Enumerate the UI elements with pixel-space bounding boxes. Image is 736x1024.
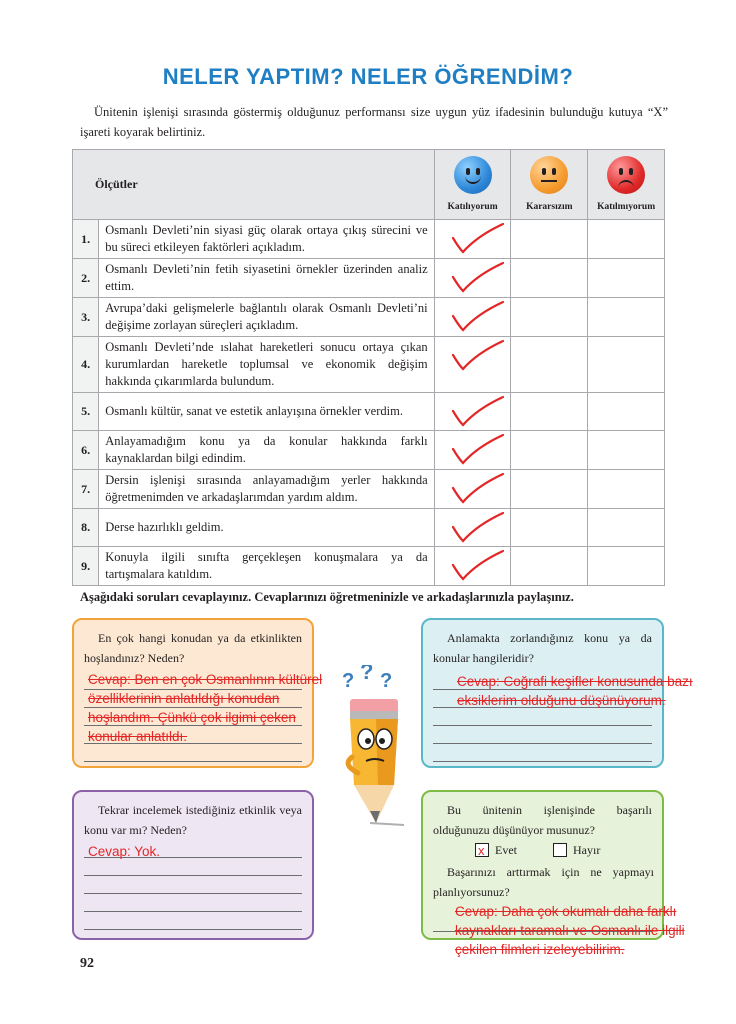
checkmark-icon <box>449 300 505 334</box>
question-3: Tekrar incelemek istediğiniz etkinlik veya konu var mı? Neden? <box>84 803 302 837</box>
table-row <box>73 298 665 337</box>
criterion-text: Derse hazırlıklı geldim. <box>99 509 434 547</box>
intro-text: Ünitenin işlenişi sırasında göstermiş olduğunuz performansı size uygun yüz ifadesinin bulunduğu kutuya “X” işareti koyarak belirtiniz. <box>80 105 668 139</box>
neutral-face-icon <box>530 156 568 194</box>
criterion-text: Avrupa’daki gelişmelerle bağlantılı olarak Osmanlı Devleti’ni değişime zorlayan süreçleri açıkladım. <box>99 298 434 337</box>
checkmark-icon <box>449 339 505 373</box>
checkmark-icon <box>449 472 505 506</box>
row-number: 2. <box>73 259 99 298</box>
criterion-text: Dersin işlenişi sırasında anlayamadığım yerler hakkında öğretmenimden ve arkadaşlarımdan yardım aldım. <box>99 470 434 509</box>
criterion-text: Konuyla ilgili sınıfta gerçekleşen konuşmalara ya da tartışmalara katıldım. <box>99 547 434 586</box>
col-disagree <box>588 150 665 220</box>
answer-cell[interactable] <box>511 470 588 509</box>
question-box-1 <box>72 618 323 768</box>
answer-cell[interactable] <box>511 547 588 586</box>
answer-cell[interactable] <box>434 393 511 431</box>
criterion-text: Osmanlı Devleti’nde ıslahat hareketleri sonucu ortaya çıkan kurumlardan hareketle toplumsal ve ekonomik değişim hakkında çıkarımlarda bulundum. <box>99 337 434 393</box>
table-row <box>73 547 665 586</box>
answer-cell[interactable] <box>588 470 665 509</box>
answer-cell[interactable] <box>588 337 665 393</box>
answer-cell[interactable] <box>434 298 511 337</box>
answer-cell[interactable] <box>511 509 588 547</box>
row-number: 1. <box>73 220 99 259</box>
question-1: En çok hangi konudan ya da etkinlikten hoşlandınız? Neden? <box>84 631 302 665</box>
table-row <box>73 259 665 298</box>
row-number: 3. <box>73 298 99 337</box>
criterion-text: Osmanlı Devleti’nin fetih siyasetini örnekler üzerinden analiz ettim. <box>99 259 434 298</box>
question-4: Bu ünitenin işlenişinde başarılı olduğunuzu düşünüyor musunuz? <box>433 803 652 837</box>
answer-cell[interactable] <box>434 220 511 259</box>
answer-cell[interactable] <box>434 431 511 470</box>
svg-text:?: ? <box>360 665 374 684</box>
col-undecided <box>511 150 588 220</box>
answer-2: Cevap: Coğrafi keşifler konusunda bazı eksiklerim olduğunu düşünüyorum. <box>457 674 693 708</box>
yes-label: Evet <box>495 843 517 857</box>
answer-cell[interactable] <box>511 337 588 393</box>
answer-4: Cevap: Daha çok okumalı daha farklı kaynakları taramalı ve Osmanlı ile ilgili çekilen filmleri izeleyebilirim. <box>455 904 685 957</box>
answer-cell[interactable] <box>511 259 588 298</box>
answer-cell[interactable] <box>511 431 588 470</box>
answer-cell[interactable] <box>588 393 665 431</box>
checkmark-icon <box>449 433 505 467</box>
checkmark-icon <box>449 395 505 429</box>
answer-cell[interactable] <box>434 337 511 393</box>
answer-cell[interactable] <box>511 393 588 431</box>
checkmark-icon <box>449 261 505 295</box>
svg-text:?: ? <box>342 670 355 692</box>
table-row <box>73 337 665 393</box>
criterion-text: Osmanlı Devleti’nin siyasi güç olarak ortaya çıkış sürecini ve bu süreci etkileyen faktörleri açıkladım. <box>99 220 434 259</box>
checkmark-icon <box>449 511 505 545</box>
no-label: Hayır <box>573 843 601 857</box>
svg-text:?: ? <box>380 670 393 692</box>
question-4b: Başarınızı arttırmak için ne yapmayı planlıyorsunuz? <box>433 865 654 899</box>
answer-cell[interactable] <box>588 509 665 547</box>
row-number: 8. <box>73 509 99 547</box>
table-row <box>73 470 665 509</box>
answer-cell[interactable] <box>511 298 588 337</box>
question-2: Anlamakta zorlandığınız konu ya da konular hangileridir? <box>433 631 652 665</box>
checkmark-icon <box>449 549 505 583</box>
table-row <box>73 509 665 547</box>
happy-face-icon <box>454 156 492 194</box>
col-undecided-label: Kararsızım <box>526 202 573 212</box>
option-no[interactable] <box>553 840 600 860</box>
yes-checkbox[interactable]: x <box>475 843 489 857</box>
answer-3: Cevap: Yok. <box>88 844 161 859</box>
pencil-mascot-icon <box>322 665 422 835</box>
table-row <box>73 220 665 259</box>
row-number: 7. <box>73 470 99 509</box>
row-number: 4. <box>73 337 99 393</box>
answer-1: Cevap: Ben en çok Osmanlının kültürel özelliklerinin anlatıldığı konudan hoşlandım. Çünkü çok ilgimi çeken konular anlatıldı. <box>88 672 323 744</box>
row-number: 6. <box>73 431 99 470</box>
table-row <box>73 431 665 470</box>
answer-cell[interactable] <box>588 220 665 259</box>
answer-cell[interactable] <box>588 259 665 298</box>
criteria-table <box>72 149 665 586</box>
page-title: NELER YAPTIM? NELER ÖĞRENDİM? <box>162 64 574 89</box>
sad-face-icon <box>607 156 645 194</box>
criterion-text: Anlayamadığım konu ya da konular hakkında farklı kaynaklardan bilgi edindim. <box>99 431 434 470</box>
answer-cell[interactable] <box>588 431 665 470</box>
answer-cell[interactable] <box>588 298 665 337</box>
col-agree-label: Katılıyorum <box>447 202 498 212</box>
instruction-text: Aşağıdaki soruları cevaplayınız. Cevaplarınızı öğretmeninizle ve arkadaşlarınızla paylaşınız. <box>80 590 574 604</box>
option-yes[interactable] <box>475 840 517 860</box>
checkmark-icon <box>449 222 505 256</box>
no-checkbox[interactable] <box>553 843 567 857</box>
row-number: 5. <box>73 393 99 431</box>
col-agree <box>434 150 511 220</box>
page-number: 92 <box>80 956 94 971</box>
table-row <box>73 393 665 431</box>
criteria-header: Ölçütler <box>73 150 435 220</box>
answer-cell[interactable] <box>434 259 511 298</box>
row-number: 9. <box>73 547 99 586</box>
answer-cell[interactable] <box>434 509 511 547</box>
criterion-text: Osmanlı kültür, sanat ve estetik anlayışına örnekler verdim. <box>99 393 434 431</box>
answer-cell[interactable] <box>588 547 665 586</box>
question-box-3 <box>72 790 314 940</box>
answer-cell[interactable] <box>434 547 511 586</box>
answer-cell[interactable] <box>434 470 511 509</box>
question-box-2 <box>421 618 693 768</box>
col-disagree-label: Katılmıyorum <box>597 202 656 212</box>
answer-cell[interactable] <box>511 220 588 259</box>
